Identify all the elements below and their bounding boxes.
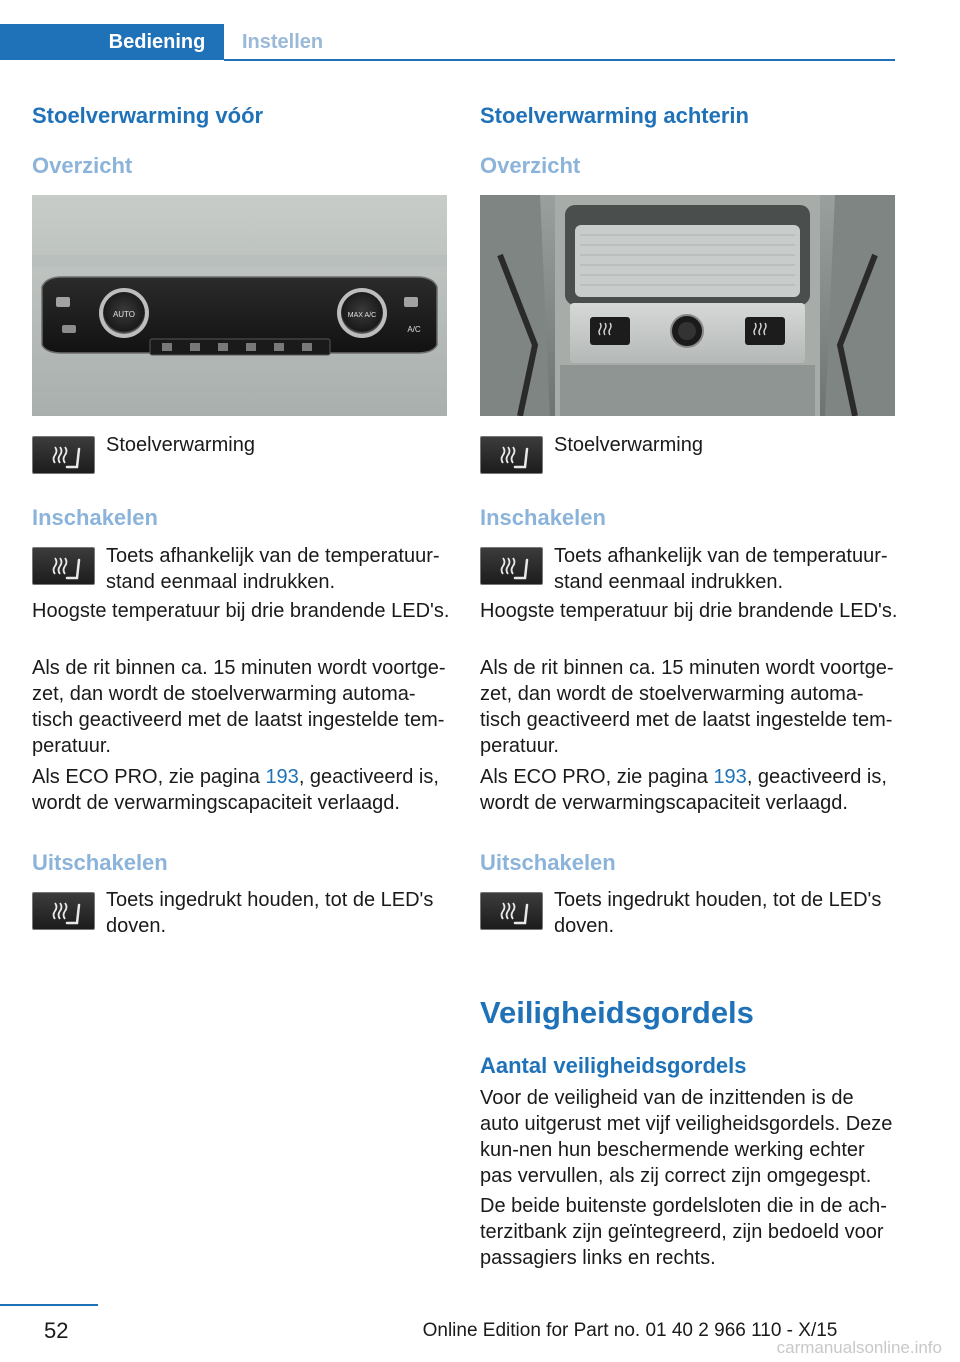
eco-pro-text: Als ECO PRO, zie pagina	[32, 766, 266, 788]
seat-heating-icon	[32, 892, 95, 930]
page-link-193[interactable]: 193	[265, 766, 299, 788]
tab-underline	[224, 59, 895, 61]
paragraph-auto-activate-front: Als de rit binnen ca. 15 minuten wordt voortge-zet, dan wordt de stoelverwarming automa-tisch geactiveerd met de laatst ingestelde tem-peratuur.	[32, 657, 446, 757]
paragraph-eco-pro-rear	[480, 764, 898, 816]
paragraph-belt-buckles: De beide buitenste gordelsloten die in de ach-terzitbank zijn geïntegreerd, zijn bedoeld voor passagiers links en rechts.	[480, 1195, 887, 1269]
eco-pro-text-end: , geactiveerd is, wordt de verwarmingscapaciteit verlaagd.	[480, 766, 887, 814]
page-number: 52	[44, 1318, 69, 1343]
chapter-tabs	[0, 24, 895, 62]
edition-footer: Online Edition for Part no. 01 40 2 966 110 - X/15	[422, 1320, 838, 1341]
panel-max-label: MAX A/C	[347, 312, 377, 319]
page-link-193[interactable]: 193	[713, 766, 747, 788]
overview-heading-rear: Overzicht	[480, 153, 581, 178]
paragraph-max-temp-front: Hoogste temperatuur bij drie brandende LED's.	[32, 600, 450, 622]
watermark: carmanualsonline.info	[776, 1338, 942, 1357]
tab-bediening[interactable]: Bediening	[0, 24, 224, 60]
section-title-rear: Stoelverwarming achterin	[480, 103, 749, 128]
paragraph-eco-pro-front	[32, 764, 450, 816]
section-title-belt-count: Aantal veiligheidsgordels	[480, 1053, 747, 1078]
seat-heating-icon	[480, 892, 543, 930]
icon-caption-front: Stoelverwarming	[106, 434, 255, 456]
seat-heating-icon	[32, 436, 95, 474]
tab-instellen[interactable]: Instellen	[242, 30, 324, 53]
heading-on-rear: Inschakelen	[480, 505, 606, 530]
step-off-front: Toets ingedrukt houden, tot de LED's doven.	[106, 889, 434, 937]
step-off-rear: Toets ingedrukt houden, tot de LED's doven.	[554, 889, 882, 937]
step-on-rear: Toets afhankelijk van de temperatuur-stand eenmaal indrukken.	[554, 545, 888, 593]
step-on-front: Toets afhankelijk van de temperatuur-stand eenmaal indrukken.	[106, 545, 440, 593]
section-title-front: Stoelverwarming vóór	[32, 103, 264, 128]
chapter-title-belts: Veiligheidsgordels	[480, 995, 754, 1030]
seat-heating-icon	[480, 436, 543, 474]
heading-off-front: Uitschakelen	[32, 850, 168, 875]
seat-heating-icon	[480, 547, 543, 585]
overview-heading-front: Overzicht	[32, 153, 133, 178]
page-number-rule	[0, 1304, 98, 1306]
icon-caption-rear: Stoelverwarming	[554, 434, 703, 456]
eco-pro-text-end: , geactiveerd is, wordt de verwarmingscapaciteit verlaagd.	[32, 766, 439, 814]
heading-off-rear: Uitschakelen	[480, 850, 616, 875]
heading-on-front: Inschakelen	[32, 505, 158, 530]
panel-auto-label: AUTO	[112, 310, 136, 319]
seat-heating-icon	[32, 547, 95, 585]
panel-ac-label: A/C	[407, 325, 421, 334]
rear-console-photo	[480, 195, 895, 416]
paragraph-auto-activate-rear: Als de rit binnen ca. 15 minuten wordt voortge-zet, dan wordt de stoelverwarming automa-tisch geactiveerd met de laatst ingestelde tem-peratuur.	[480, 657, 894, 757]
eco-pro-text: Als ECO PRO, zie pagina	[480, 766, 714, 788]
paragraph-max-temp-rear: Hoogste temperatuur bij drie brandende LED's.	[480, 600, 898, 622]
climate-panel-photo	[32, 195, 447, 416]
paragraph-belts-intro: Voor de veiligheid van de inzittenden is de auto uitgerust met vijf veiligheidsgordels. Deze kun-nen hun beschermende werking echter pas vervullen, als zij correct zijn omgegespt.	[480, 1087, 893, 1187]
